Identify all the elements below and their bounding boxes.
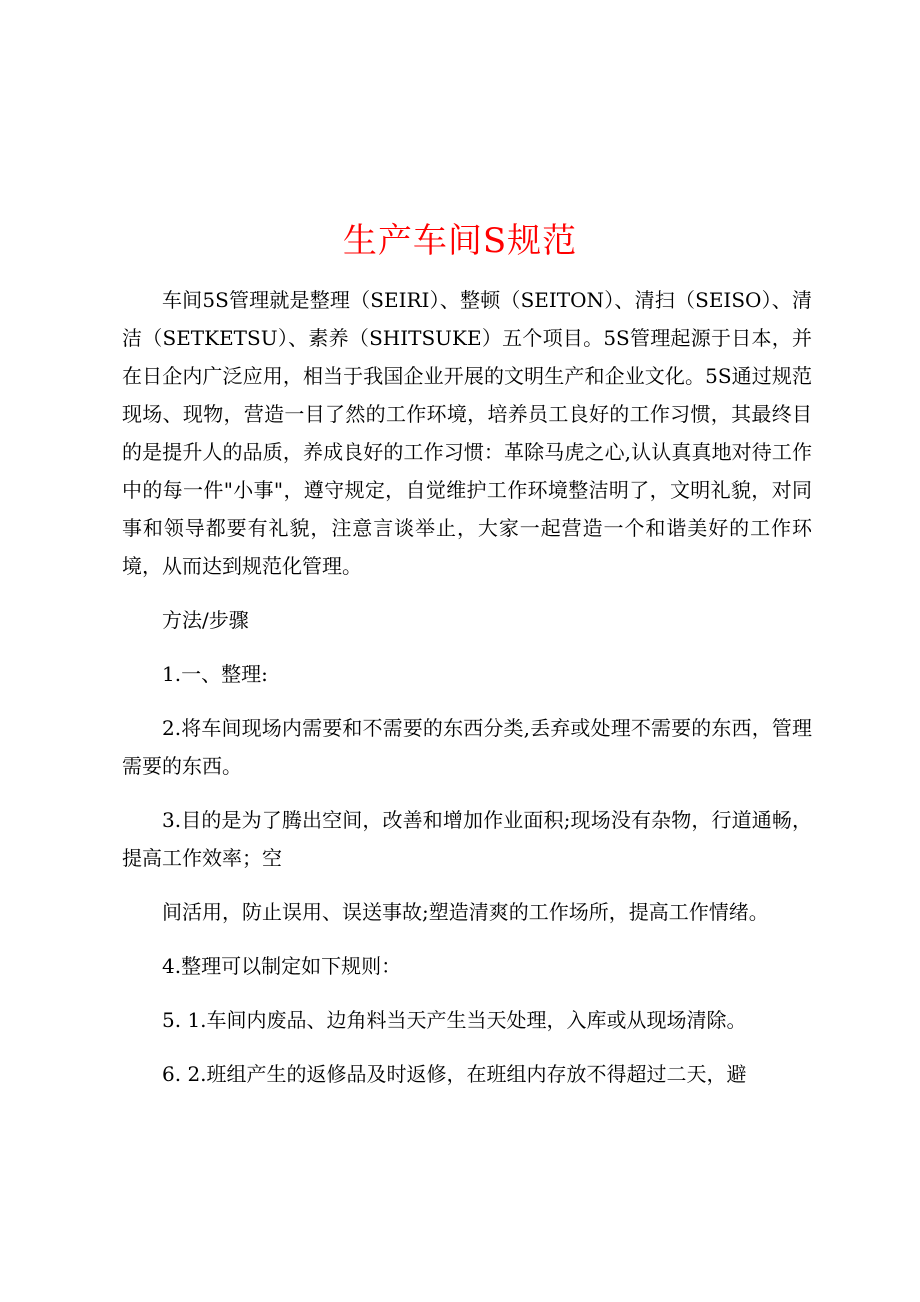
step-5: 5. 1.车间内废品、边角料当天产生当天处理，入库或从现场清除。 [162,1008,747,1032]
document-body [122,281,812,1109]
section-heading-methods: 方法/步骤 [162,608,249,632]
document-title: 生产车间S规范 [342,220,578,261]
step-3: 3.目的是为了腾出空间，改善和增加作业面积;现场没有杂物，行道通畅，提高工作效率；空 [122,808,812,870]
step-4: 4.整理可以制定如下规则： [162,954,402,978]
step-3-continued: 间活用，防止误用、误送事故;塑造清爽的工作场所，提高工作情绪。 [162,900,769,924]
intro-paragraph: 车间5S管理就是整理（SEIRI）、整顿（SEITON）、清扫（SEISO）、清洁（SETKETSU）、素养（SHITSUKE）五个项目。5S管理起源于日本，并在日企内广泛应用，相当于我国企业开展的文明生产和企业文化。5S通过规范现场、现物，营造一目了然的工作环境，培养员工良好的工作习惯，其最终目的是提升人的品质，养成良好的工作习惯：革除马虎之心,认认真真地对待工作中的每一件"小事"，遵守规定，自觉维护工作环境整洁明了，文明礼貌，对同事和领导都要有礼貌，注意言谈举止，大家一起营造一个和谐美好的工作环境，从而达到规范化管理。 [122,288,812,578]
step-6: 6. 2.班组产生的返修品及时返修，在班组内存放不得超过二天，避 [162,1062,747,1086]
step-1: 1.一、整理: [162,662,268,686]
step-2: 2.将车间现场内需要和不需要的东西分类,丢弃或处理不需要的东西，管理需要的东西。 [122,716,812,778]
